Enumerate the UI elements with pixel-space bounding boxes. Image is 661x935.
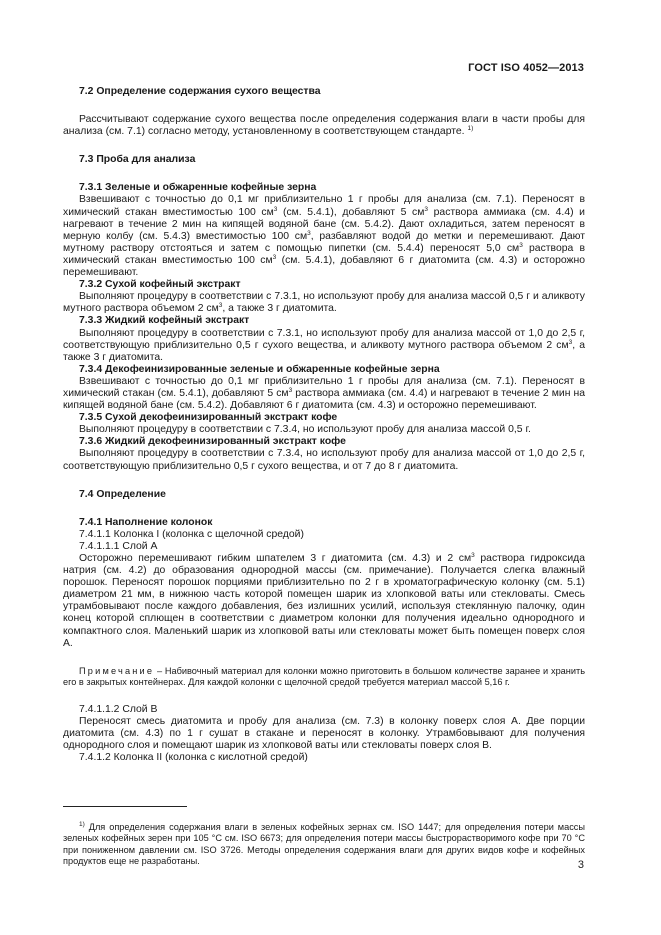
section-7-4-1-1-1-title: 7.4.1.1.1 Слой А	[79, 540, 158, 552]
page-number: 3	[577, 859, 584, 871]
section-7-3-3-title: 7.3.3 Жидкий кофейный экстракт	[79, 315, 250, 327]
footnote: $^{1)}$ Для определения содержания влаги в зеленых кофейных зернах см. ISO 1447; для определения потери массы зеленых кофейных зерен при 105 °С см. ISO 6673; для определения потери массы быстрорастворимого кофе при 70 °С при пониженном давлении см. ISO 3726. Методы определения содержания влаги для других видов кофе и кофейных продуктов еще не разработаны.	[63, 821, 585, 866]
note-paragraph: Примечание – Набивочный материал для колонки можно приготовить в большом количестве заранее и хранить его в закрытых контейнерах. Для каждой колонки с щелочной средой требуется материал массой 5,16 г.	[63, 665, 585, 687]
section-7-3-1-body: Взвешивают с точностью до 0,1 мг приблизительно 1 г пробы для анализа (см. 7.1). Переносят в химический стакан вместимостью 100 $см^3$ (см. 5.4.1), добавляют 5 $см^3$ раствора аммиака (см. 4.4) и нагревают в течение 2 мин на кипящей водяной бане (см. 5.4.2). Дают охладиться, затем переносят в мерную колбу (см. 5.4.3) вместимостью 100 $см^3$, разбавляют водой до метки и перемешивают. Дают мутному раствору отстояться и затем с помощью пипетки (см. 5.4.4) переносят 5,0 $см^3$ раствора в химический стакан вместимостью 100 $см^3$ (см. 5.4.1), добавляют 6 г диатомита (см. 4.3) и осторожно перемешивают.	[63, 194, 586, 279]
footnote-mark: 1)	[79, 821, 85, 829]
section-7-3-6-body: Выполняют процедуру в соответствии с 7.3.4, но используют пробу для анализа массой от 1,0 до 2,5 г, соответствующую приблизительно 0,5 г сухого вещества, и от 7 до 8 г диатомита.	[63, 448, 585, 472]
footnote-ref[interactable]: 1)	[467, 125, 474, 133]
section-7-3-1-title: 7.3.1 Зеленые и обжаренные кофейные зерна	[79, 182, 317, 194]
section-7-3-2-body: Выполняют процедуру в соответствии с 7.3.1, но используют пробу для анализа массой 0,5 г и аликвоту мутного раствора объемом 2 $см^3$, а также 3 г диатомита.	[63, 291, 585, 315]
section-7-3-6-title: 7.3.6 Жидкий декофеинизированный экстракт кофе	[79, 436, 346, 448]
section-7-3-4-body: Взвешивают с точностью до 0,1 мг приблизительно 1 г пробы для анализа (см. 7.1). Переносят в химический стакан (см. 5.4.1), добавляют 5 $см^3$ раствора аммиака (см. 4.4) и нагревают в течение 2 мин на кипящей водяной бане (см. 5.4.2). Добавляют 6 г диатомита (см. 4.3) и осторожно перемешивают.	[63, 375, 585, 412]
main-content	[63, 86, 585, 764]
layer-a-body: Осторожно перемешивают гибким шпателем 3 г диатомита (см. 4.3) и 2 $см^3$ раствора гидроксида натрия (см. 4.2) до образования однородной массы (см. примечание). Получается слегка влажный порошок. Переносят порошок порциями приблизительно по 2 г в хроматографическую колонку (см. 5.1) диаметром 21 мм, в нижнюю часть которой помещен шарик из хлопковой ваты или стекловаты. Смесь утрамбовывают после каждого добавления, без излишних усилий, используя стеклянную палочку, один конец которой сплющен в соответствии с диаметром колонки для получения идеально однородного и компактного слоя. Маленький шарик из хлопковой ваты или стекловаты может быть помещен поверх слоя А.	[63, 552, 586, 649]
section-7-3-5-title: 7.3.5 Сухой декофеинизированный экстракт кофе	[79, 412, 338, 424]
footnote-divider	[63, 806, 187, 807]
note-label: Примечание	[79, 665, 155, 676]
section-7-4-title: 7.4 Определение	[79, 488, 166, 500]
section-7-4-1-1-title: 7.4.1.1 Колонка I (колонка с щелочной средой)	[79, 528, 304, 540]
section-7-2-title: 7.2 Определение содержания сухого вещества	[79, 86, 321, 97]
document-header: ГОСТ ISO 4052—2013	[468, 62, 584, 74]
section-7-3-3-body: Выполняют процедуру в соответствии с 7.3.1, но используют пробу для анализа массой от 1,0 до 2,5 г, соответствующую приблизительно 0,5 г сухого вещества, и аликвоту мутного раствора объемом 2 $см^3$, а также 3 г диатомита.	[63, 327, 586, 363]
section-7-3-2-title: 7.3.2 Сухой кофейный экстракт	[79, 279, 241, 291]
section-7-4-1-title: 7.4.1 Наполнение колонок	[79, 516, 213, 528]
section-7-3-title: 7.3 Проба для анализа	[79, 154, 196, 166]
section-7-4-1-2-title: 7.4.1.2 Колонка II (колонка с кислотной средой)	[79, 752, 308, 764]
section-7-3-4-title: 7.3.4 Декофеинизированные зеленые и обжаренные кофейные зерна	[79, 363, 440, 375]
layer-b-body: Переносят смесь диатомита и пробу для анализа (см. 7.3) в колонку поверх слоя А. Две порции диатомита (см. 4.3) по 1 г сушат в стакане и переносят в колонку. Утрамбовывают для получения однородного слоя и помещают шарик из хлопковой ваты или стекловаты поверх слоя В.	[63, 716, 585, 752]
section-7-4-1-1-2-title: 7.4.1.1.2 Слой В	[79, 703, 158, 715]
section-7-3-5-body: Выполняют процедуру в соответствии с 7.3.4, но используют пробу для анализа массой 0,5 г.	[79, 424, 531, 436]
section-7-2-body: Рассчитывают содержание сухого вещества после определения содержания влаги в части пробы для анализа (см. 7.1) согласно методу, установленному в соответствующем стандарте. $^{1)}$	[63, 114, 585, 138]
